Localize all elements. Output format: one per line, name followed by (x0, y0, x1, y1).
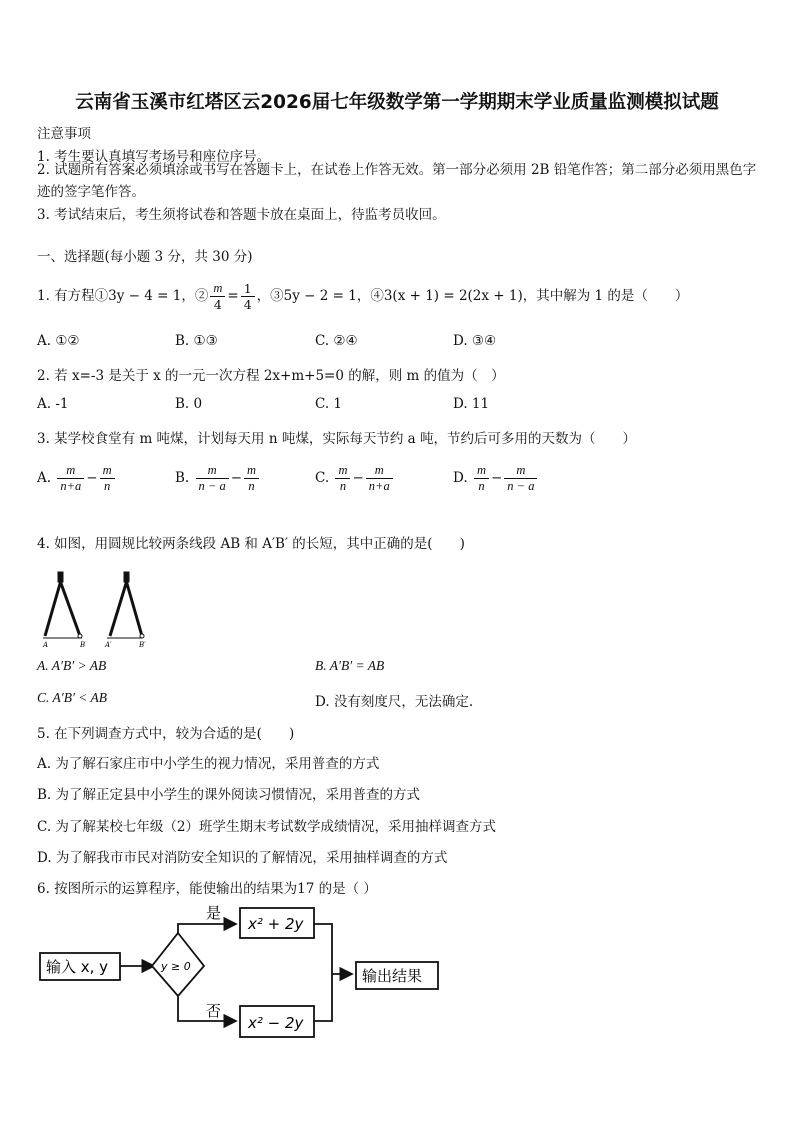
notes-heading: 注意事项 (37, 126, 91, 142)
q4-option-a: A. A′B′ > AB (37, 658, 107, 673)
q4-option-d: D. 没有刻度尺，无法确定. (315, 694, 474, 710)
q5-option-a: A. 为了解石家庄市中小学生的视力情况，采用普查的方式 (37, 756, 380, 772)
note-item-3: 3. 考试结束后，考生须将试卷和答题卡放在桌面上，待监考员收回。 (37, 207, 446, 223)
label-b: B (80, 641, 86, 649)
flowchart (36, 900, 456, 1045)
q2-option-b: B. 0 (175, 396, 203, 412)
q1-fraction-right: $\frac{1}{4}$ (241, 281, 255, 312)
q1-prefix: 1. 有方程①3y − 4 = 1，② (37, 288, 209, 304)
question-5-stem: 5. 在下列调查方式中，较为合适的是( ) (37, 726, 295, 742)
no-label: 否 (206, 1002, 222, 1020)
q3-option-d: D. $\frac{m}{n}$ − $\frac{m}{n - a}$ (453, 463, 539, 494)
q1-option-c: C. ②④ (315, 333, 358, 349)
question-1-stem (37, 281, 688, 312)
compass-icon (45, 572, 82, 638)
q1-suffix: ，③5y − 2 = 1，④3(x + 1) = 2(2x + 1)，其中解为 1 的是（ ） (256, 288, 689, 304)
label-a-prime: A′ (105, 641, 112, 649)
q4-option-b: B. A′B′ = AB (315, 658, 385, 673)
question-2-stem: 2. 若 x=-3 是关于 x 的一元一次方程 2x+m+5=0 的解，则 m 的值为（ ） (37, 368, 505, 384)
q1-option-d: D. ③④ (453, 333, 497, 349)
section-heading: 一、选择题(每小题 3 分，共 30 分) (37, 249, 253, 265)
q5-option-c: C. 为了解某校七年级（2）班学生期末考试数学成绩情况，采用抽样调查方式 (37, 819, 497, 835)
q2-option-d: D. 11 (453, 396, 490, 412)
q2-option-a: A. -1 (37, 396, 69, 412)
q3-option-b: B. $\frac{m}{n - a}$ − $\frac{m}{n}$ (175, 463, 261, 494)
output-label: 输出结果 (362, 967, 423, 985)
yes-expression: x² + 2y (248, 915, 304, 933)
q3-option-a: A. $\frac{m}{n+a}$ − $\frac{m}{n}$ (37, 463, 117, 494)
yes-arrow-icon (178, 924, 236, 933)
merge-line (314, 924, 332, 1021)
exam-title: 云南省玉溪市红塔区云2026届七年级数学第一学期期末学业质量监测模拟试题 (75, 92, 719, 113)
q1-option-a: A. ①② (37, 333, 80, 349)
compass-figure (36, 570, 156, 650)
q5-option-d: D. 为了解我市市民对消防安全知识的了解情况，采用抽样调查的方式 (37, 850, 448, 866)
q4-option-c: C. A′B′ < AB (37, 690, 108, 705)
q5-option-b: B. 为了解正定县中小学生的课外阅读习惯情况，采用普查的方式 (37, 787, 421, 803)
question-3-stem: 3. 某学校食堂有 m 吨煤，计划每天用 n 吨煤，实际每天节约 a 吨，节约后可多用的天数为（ ） (37, 431, 636, 447)
condition-label: y ≥ 0 (161, 960, 191, 973)
yes-label: 是 (206, 904, 222, 922)
q1-option-b: B. ①③ (175, 333, 218, 349)
compass-icon (110, 572, 144, 638)
note-item-2: 2. 试题所有答案必须填涂或书写在答题卡上，在试卷上作答无效。第一部分必须用 2B 铅笔作答；第二部分必须用黑色字迹的签字笔作答。 (37, 162, 757, 200)
q1-fraction-left: $\frac{m}{4}$ (210, 281, 225, 312)
input-label: 输入 x, y (46, 958, 109, 976)
q2-option-c: C. 1 (315, 396, 343, 412)
question-6-stem: 6. 按图所示的运算程序，能使输出的结果为17 的是（ ） (37, 881, 377, 897)
q1-equals: = (227, 288, 239, 304)
label-a: A (43, 641, 49, 649)
note-item-1: 1. 考生要认真填写考场号和座位序号。 (37, 149, 271, 165)
question-4-stem: 4. 如图，用圆规比较两条线段 AB 和 A′B′ 的长短，其中正确的是( ) (37, 536, 465, 552)
q3-option-c: C. $\frac{m}{n}$ − $\frac{m}{n+a}$ (315, 463, 395, 494)
no-expression: x² − 2y (248, 1014, 304, 1032)
label-b-prime: B′ (139, 641, 146, 649)
